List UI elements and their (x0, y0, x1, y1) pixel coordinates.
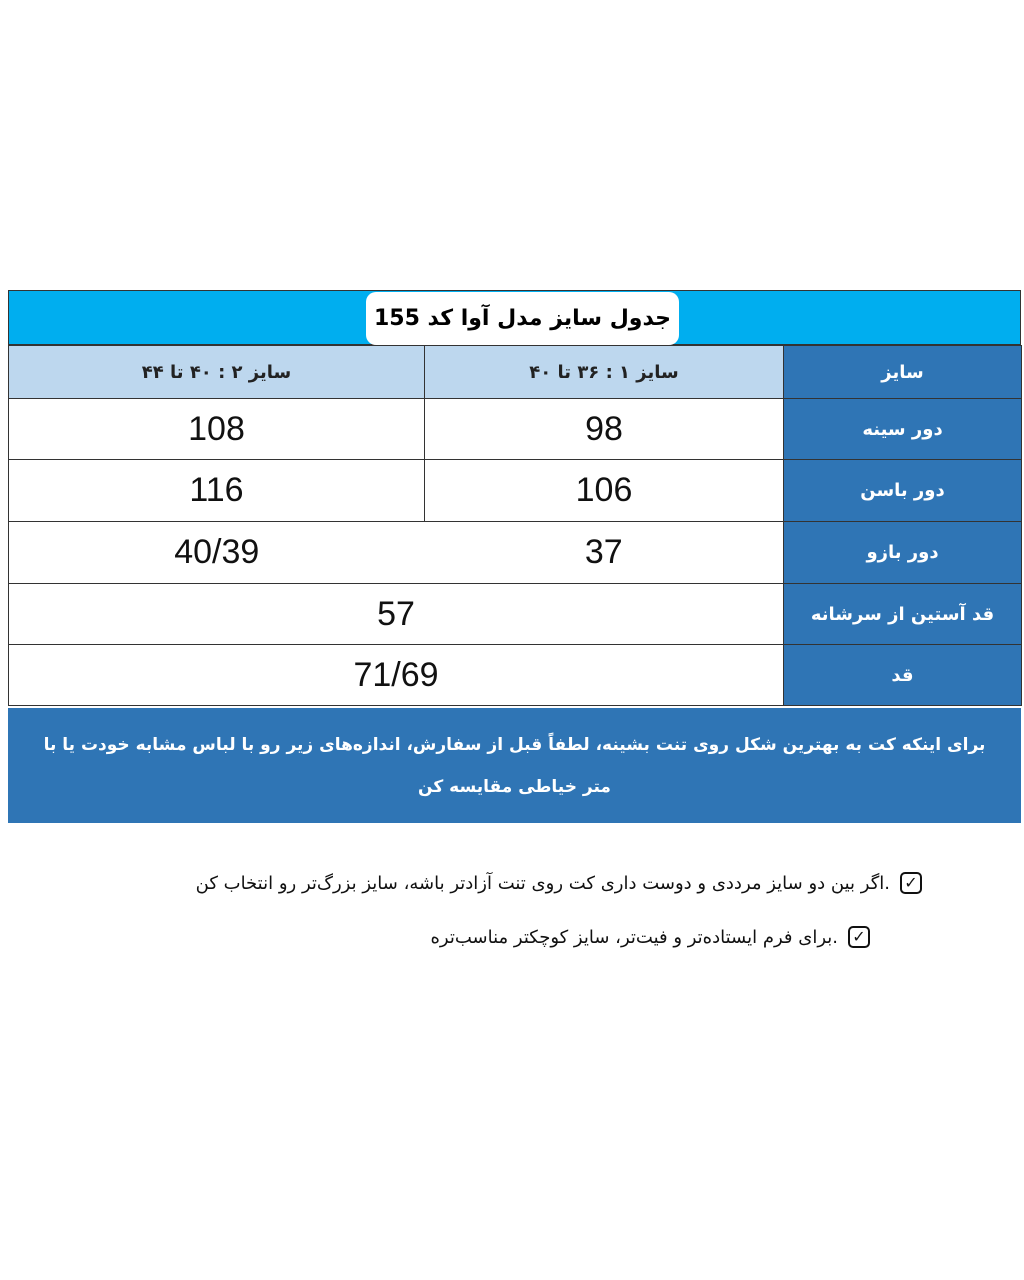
length-label: قد (784, 645, 1022, 706)
tip-smaller-size (270, 926, 870, 948)
checkbox-icon: ✓ (900, 872, 922, 894)
arm-size2: 40/39 (9, 522, 425, 584)
hip-label: دور باسن (784, 460, 1022, 522)
hip-size2: 116 (9, 460, 425, 522)
size-table (8, 345, 1022, 706)
tip-text: .اگر بین دو سایز مرددی و دوست داری کت روی تنت آزادتر باشه، سایز بزرگ‌تر رو انتخاب کن (195, 872, 890, 894)
sleeve-label: قد آستین از سرشانه (784, 584, 1022, 645)
hip-size1: 106 (425, 460, 784, 522)
table-row (9, 522, 1022, 584)
tip-larger-size (112, 872, 922, 894)
table-row (9, 399, 1022, 460)
arm-label: دور بازو (784, 522, 1022, 584)
tip-text: .برای فرم ایستاده‌تر و فیت‌تر، سایز کوچکتر مناسب‌تره (430, 926, 838, 948)
table-header-row (9, 346, 1022, 399)
chest-size2: 108 (9, 399, 425, 460)
size1-header: سایز ۱ : ۳۶ تا ۴۰ (425, 346, 784, 399)
size-label-header: سایز (784, 346, 1022, 399)
chart-title: جدول سایز مدل آوا کد 155 (366, 292, 679, 345)
measurement-note: برای اینکه کت به بهترین شکل روی تنت بشینه، لطفاً قبل از سفارش، اندازه‌های زیر رو با لباس مشابه خودت یا با متر خیاطی مقایسه کن (8, 708, 1021, 823)
checkbox-icon: ✓ (848, 926, 870, 948)
length-value: 71/69 (9, 645, 784, 706)
size2-header: سایز ۲ : ۴۰ تا ۴۴ (9, 346, 425, 399)
table-row (9, 584, 1022, 645)
sleeve-value: 57 (9, 584, 784, 645)
table-row (9, 645, 1022, 706)
table-row (9, 460, 1022, 522)
chest-label: دور سینه (784, 399, 1022, 460)
chest-size1: 98 (425, 399, 784, 460)
arm-size1: 37 (425, 522, 784, 584)
